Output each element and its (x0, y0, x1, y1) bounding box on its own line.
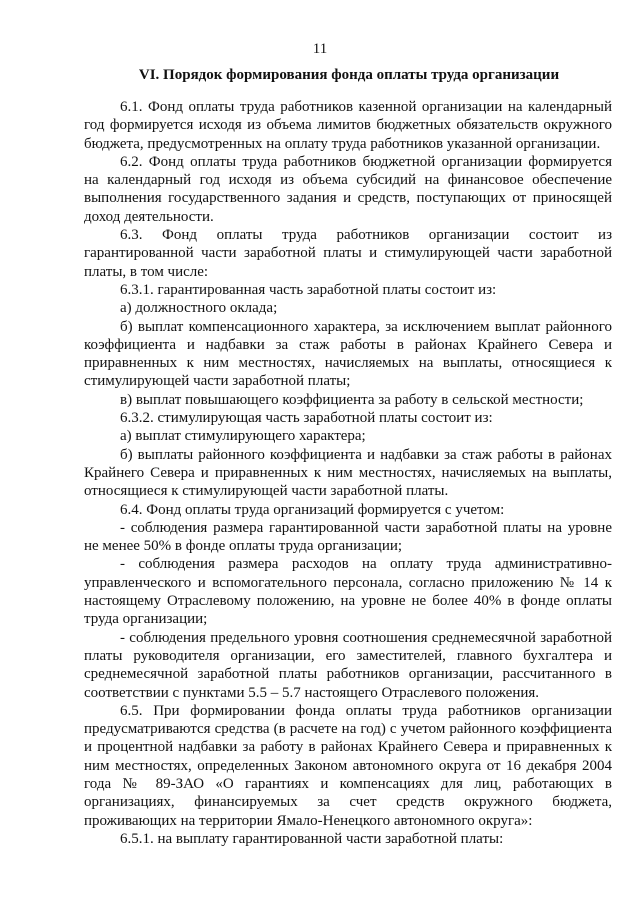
list-item-6-3-1-b: б) выплат компенсационного характера, за исключением выплат районного коэффициента и надбавки за стаж работы в районах Крайнего Севера и приравненных к ним местностях, начисляемых на выплаты, относящиеся к стимулирующей части заработной платы; (84, 318, 612, 390)
paragraph-6-5-1: 6.5.1. на выплату гарантированной части заработной платы: (120, 830, 504, 847)
paragraph-6-2: 6.2. Фонд оплаты труда работников бюджетной организации формируется на календарный год исходя из объема субсидий на финансовое обеспечение выполнения государственного задания и средств, поступающих от приносящей доход деятельности. (84, 153, 612, 225)
list-item-6-3-2-b: б) выплаты районного коэффициента и надбавки за стаж работы в районах Крайнего Севера и приравненных к ним местностях, начисляемых на выплаты, относящиеся к стимулирующей части заработной платы. (84, 446, 612, 500)
paragraph-6-1: 6.1. Фонд оплаты труда работников казенной организации на календарный год формируется исходя из объема лимитов бюджетных обязательств окружного бюджета, предусмотренных на оплату труда работников указанной организации. (84, 99, 612, 152)
list-item-6-4-admin-expenses: - соблюдения размера расходов на оплату труда административно-управленческого и вспомогательного персонала, согласно приложению № 14 к настоящему Отраслевому положению, на уровне не более 40% в фонде оплаты труда организации; (84, 556, 612, 628)
list-item-6-4-salary-ratio: - соблюдения предельного уровня соотношения среднемесячной заработной платы руководителя организации, его заместителей, главного бухгалтера и среднемесячной заработной платы работников организации, рассчитанного в соответствии с пунктами 5.5 – 5.7 настоящего Отраслевого положения. (84, 629, 612, 701)
page-number: 11 (312, 41, 328, 57)
paragraph-6-4: 6.4. Фонд оплаты труда организаций формируется с учетом: (120, 501, 505, 518)
paragraph-6-5: 6.5. При формировании фонда оплаты труда работников организации предусматриваются средства (в расчете на год) с учетом районного коэффициента и процентной надбавки за работу в районах Крайнего Севера и приравненных к ним местностях, определенных Законом автономного округа от 16 декабря 2004 года № 89-ЗАО «О гарантиях и компенсациях для лиц, работающих в организациях, финансируемых за счет средств окружного бюджета, проживающих на территории Ямало-Ненецкого автономного округа»: (84, 702, 612, 829)
paragraph-6-3-1: 6.3.1. гарантированная часть заработной платы состоит из: (120, 281, 497, 298)
section-heading: VI. Порядок формирования фонда оплаты труда организации (138, 67, 560, 83)
document-body (84, 98, 612, 848)
paragraph-6-3-2: 6.3.2. стимулирующая часть заработной платы состоит из: (120, 410, 493, 427)
list-item-6-4-guaranteed-share: - соблюдения размера гарантированной части заработной платы на уровне не менее 50% в фонде оплаты труда организации; (84, 519, 612, 555)
list-item-6-3-1-c: в) выплат повышающего коэффициента за работу в сельской местности; (120, 391, 584, 408)
paragraph-6-3: 6.3. Фонд оплаты труда работников организации состоит из гарантированной части заработной платы и стимулирующей части заработной платы, в том числе: (84, 227, 612, 280)
list-item-6-3-2-a: а) выплат стимулирующего характера; (120, 428, 366, 445)
list-item-6-3-1-a: а) должностного оклада; (120, 300, 278, 317)
